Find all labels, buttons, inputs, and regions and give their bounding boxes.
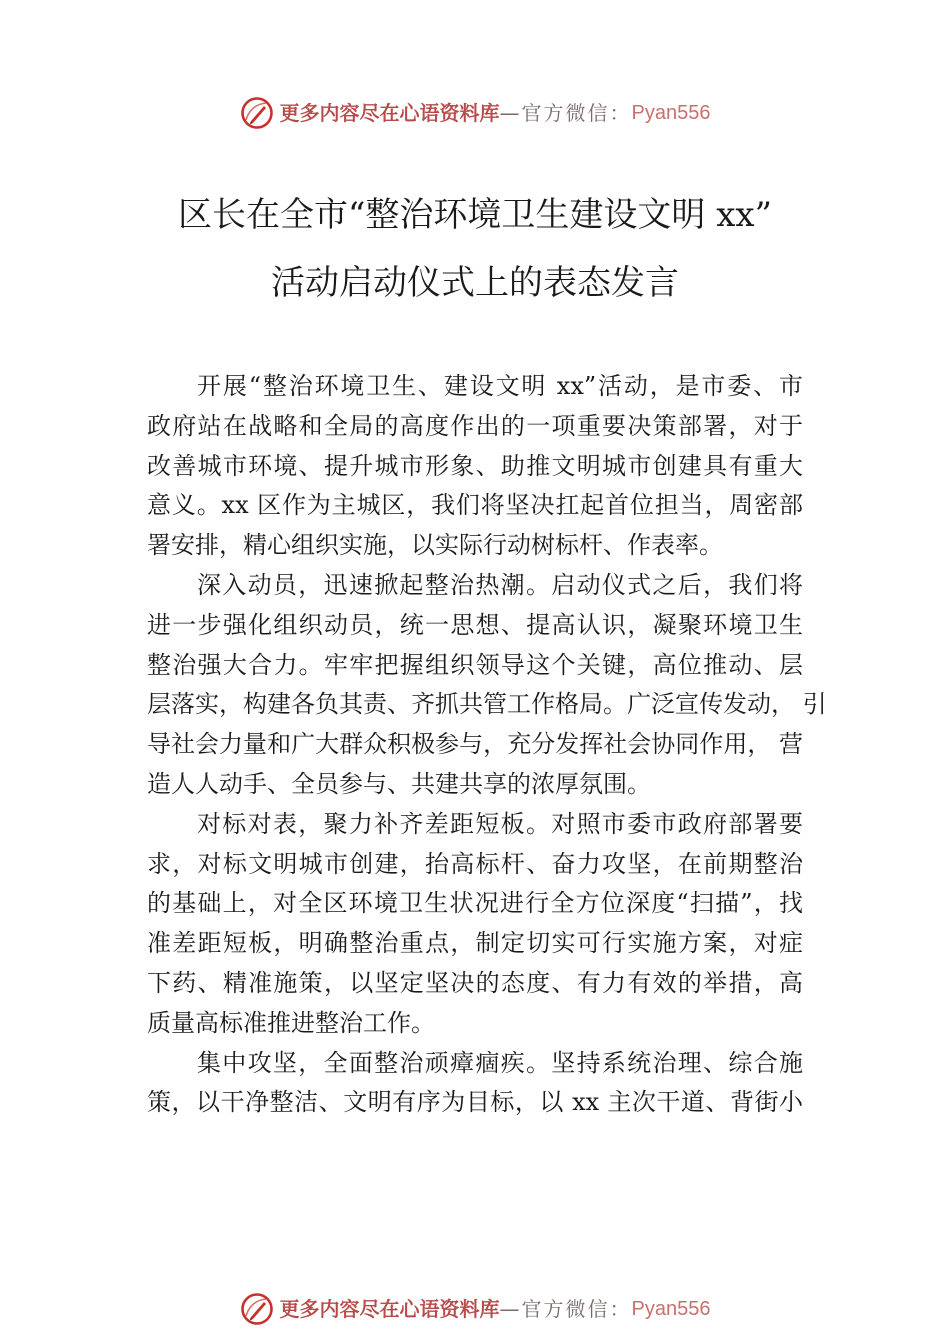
header-watermark xyxy=(0,96,950,130)
header-separator-text: —官方微信： xyxy=(499,101,632,125)
footer-separator-text: —官方微信： xyxy=(499,1297,632,1321)
body-line: 政府站在战略和全局的高度作出的一项重要决策部署，对于 xyxy=(147,411,803,440)
footer-brand-text: 更多内容尽在心语资料库 xyxy=(279,1297,500,1321)
body-paragraph xyxy=(147,1044,803,1124)
footer-watermark xyxy=(0,1292,950,1326)
title-line: 区长在全市“整治环境卫生建设文明 xx” xyxy=(178,195,772,235)
body-line: 整治强大合力。牢牢把握组织领导这个关键，高位推动、层 xyxy=(147,650,803,679)
body-line: 进一步强化组织动员，统一思想、提高认识，凝聚环境卫生 xyxy=(147,610,803,639)
body-line: 准差距短板，明确整治重点，制定切实可行实施方案，对症 xyxy=(147,929,803,958)
body-line: 开展“整治环境卫生、建设文明 xx”活动，是市委、市 xyxy=(197,372,803,400)
document-title xyxy=(0,181,950,317)
footer-wechat-id: Pyan556 xyxy=(631,1298,711,1320)
body-line: 意义。xx 区作为主城区，我们将坚决扛起首位担当，周密部 xyxy=(147,491,803,520)
body-line: 改善城市环境、提升城市形象、助推文明城市创建具有重大 xyxy=(147,451,803,480)
header-wechat-id: Pyan556 xyxy=(631,102,711,124)
body-line: 策，以干净整洁、文明有序为目标，以 xx 主次干道、背街小 xyxy=(147,1088,803,1117)
body-paragraph xyxy=(147,367,803,566)
body-line: 的基础上，对全区环境卫生状况进行全方位深度“扫描”，找 xyxy=(147,889,803,918)
body-line: 造人人动手、全员参与、共建共享的浓厚氛围。 xyxy=(147,769,651,798)
header-brand-text: 更多内容尽在心语资料库 xyxy=(279,101,500,125)
body-paragraph xyxy=(147,805,803,1044)
body-line: 导社会力量和广大群众积极参与，充分发挥社会协同作用， 营 xyxy=(147,730,803,759)
body-line: 对标对表，聚力补齐差距短板。对照市委市政府部署要 xyxy=(197,809,803,838)
body-paragraph xyxy=(147,566,827,805)
title-line: 活动启动仪式上的表态发言 xyxy=(271,263,679,303)
document-body xyxy=(147,367,827,1123)
body-line: 质量高标准推进整治工作。 xyxy=(147,1008,435,1037)
pen-seal-icon xyxy=(240,1292,274,1326)
body-line: 下药、精准施策，以坚定坚决的态度、有力有效的举措，高 xyxy=(147,968,803,997)
body-line: 层落实，构建各负其责、齐抓共管工作格局。广泛宣传发动， 引 xyxy=(147,690,827,719)
body-line: 深入动员，迅速掀起整治热潮。启动仪式之后，我们将 xyxy=(197,570,803,599)
body-line: 署安排，精心组织实施，以实际行动树标杆、作表率。 xyxy=(147,531,723,560)
body-line: 求，对标文明城市创建，抬高标杆、奋力攻坚，在前期整治 xyxy=(147,849,803,878)
body-line: 集中攻坚，全面整治顽瘴痼疾。坚持系统治理、综合施 xyxy=(197,1048,803,1077)
pen-seal-icon xyxy=(240,96,274,130)
